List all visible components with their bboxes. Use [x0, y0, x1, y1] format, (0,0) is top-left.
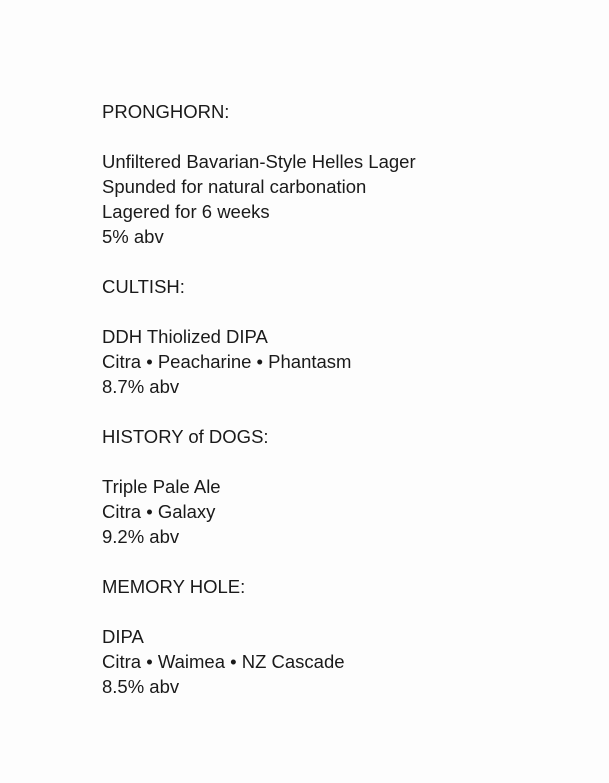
beer-name: PRONGHORN: [102, 101, 230, 122]
beer-entry-history-of-dogs [102, 424, 582, 549]
beer-entry-pronghorn [102, 99, 582, 249]
beer-abv: 8.5% abv [102, 676, 180, 697]
beer-style: Triple Pale Ale [102, 476, 221, 497]
beer-hops: Citra • Galaxy [102, 501, 216, 522]
beer-name: MEMORY HOLE: [102, 576, 246, 597]
beer-style: Unfiltered Bavarian-Style Helles Lager [102, 151, 416, 172]
beer-abv: 9.2% abv [102, 526, 180, 547]
beer-detail: Spunded for natural carbonation [102, 176, 367, 197]
beer-style: DDH Thiolized DIPA [102, 326, 268, 347]
beer-abv: 5% abv [102, 226, 164, 247]
beer-name: HISTORY of DOGS: [102, 426, 269, 447]
beer-entry-cultish [102, 274, 582, 399]
beer-hops: Citra • Peacharine • Phantasm [102, 351, 352, 372]
beer-list [102, 99, 582, 699]
beer-entry-memory-hole [102, 574, 582, 699]
beer-abv: 8.7% abv [102, 376, 180, 397]
beer-name: CULTISH: [102, 276, 185, 297]
beer-hops: Citra • Waimea • NZ Cascade [102, 651, 345, 672]
beer-style: DIPA [102, 626, 144, 647]
beer-detail: Lagered for 6 weeks [102, 201, 270, 222]
